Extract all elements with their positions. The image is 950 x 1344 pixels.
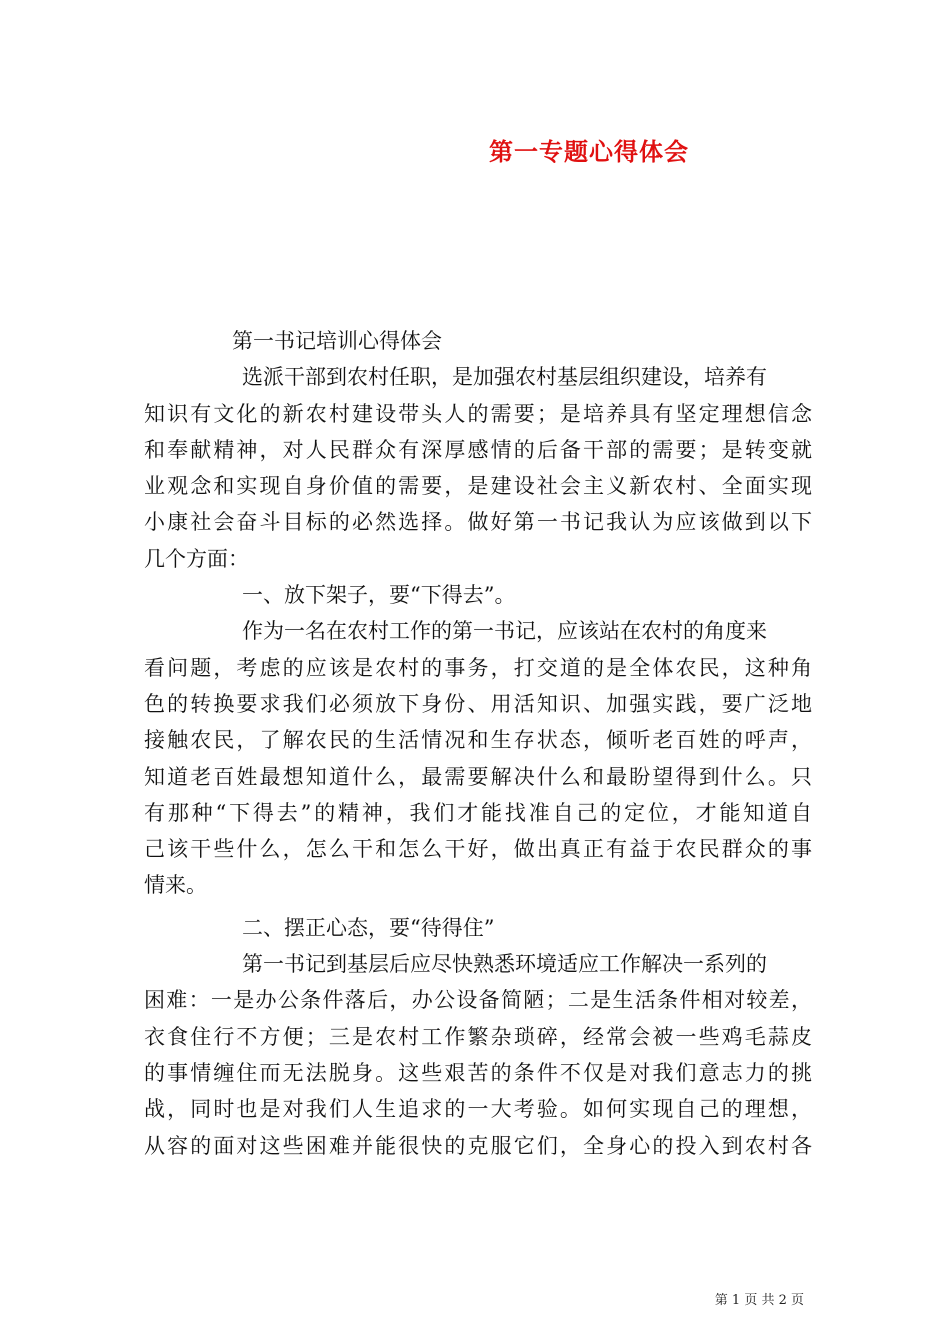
paragraph-line: 从容的面对这些困难并能很快的克服它们，全身心的投入到农村各 [144, 1133, 812, 1158]
paragraph-line: 几个方面： [144, 546, 249, 571]
paragraph-line: 情来。 [144, 873, 207, 898]
paragraph-line: 衣食住行不方便；三是农村工作繁杂琐碎，经常会被一些鸡毛蒜皮 [144, 1024, 812, 1049]
paragraph-line: 有那种“下得去”的精神，我们才能找准自己的定位，才能知道自 [144, 800, 812, 825]
paragraph-line: 看问题，考虑的应该是农村的事务，打交道的是全体农民，这种角 [144, 655, 812, 680]
paragraph-line: 的事情缠住而无法脱身。这些艰苦的条件不仅是对我们意志力的挑 [144, 1060, 812, 1085]
paragraph-line: 战，同时也是对我们人生追求的一大考验。如何实现自己的理想， [144, 1097, 812, 1122]
paragraph-line: 己该干些什么，怎么干和怎么干好，做出真正有益于农民群众的事 [144, 837, 812, 862]
paragraph-line: 小康社会奋斗目标的必然选择。做好第一书记我认为应该做到以下 [144, 510, 812, 535]
paragraph-line: 业观念和实现自身价值的需要，是建设社会主义新农村、全面实现 [144, 474, 812, 499]
paragraph-line: 困难：一是办公条件落后，办公设备简陋；二是生活条件相对较差， [144, 988, 812, 1013]
paragraph-line: 和奉献精神，对人民群众有深厚感情的后备干部的需要；是转变就 [144, 437, 812, 462]
page-number-footer: 第 1 页 共 2 页 [714, 1293, 804, 1308]
paragraph-line: 选派干部到农村任职，是加强农村基层组织建设，培养有 [242, 365, 767, 390]
paragraph-line: 色的转换要求我们必须放下身份、用活知识、加强实践，要广泛地 [144, 691, 812, 716]
document-body [144, 323, 812, 1164]
paragraph-line: 第一书记到基层后应尽快熟悉环境适应工作解决一系列的 [242, 952, 767, 977]
paragraph-line: 知道老百姓最想知道什么，最需要解决什么和最盼望得到什么。只 [144, 764, 812, 789]
document-subtitle: 第一书记培训心得体会 [232, 329, 442, 353]
section-heading: 一、放下架子，要“下得去”。 [242, 583, 516, 608]
paragraph-line: 知识有文化的新农村建设带头人的需要；是培养具有坚定理想信念 [144, 401, 812, 426]
paragraph-line: 接触农民，了解农民的生活情况和生存状态，倾听老百姓的呼声， [144, 728, 812, 753]
paragraph-line: 作为一名在农村工作的第一书记，应该站在农村的角度来 [242, 619, 767, 644]
document-title: 第一专题心得体会 [489, 137, 689, 166]
section-heading: 二、摆正心态，要“待得住” [242, 915, 495, 940]
